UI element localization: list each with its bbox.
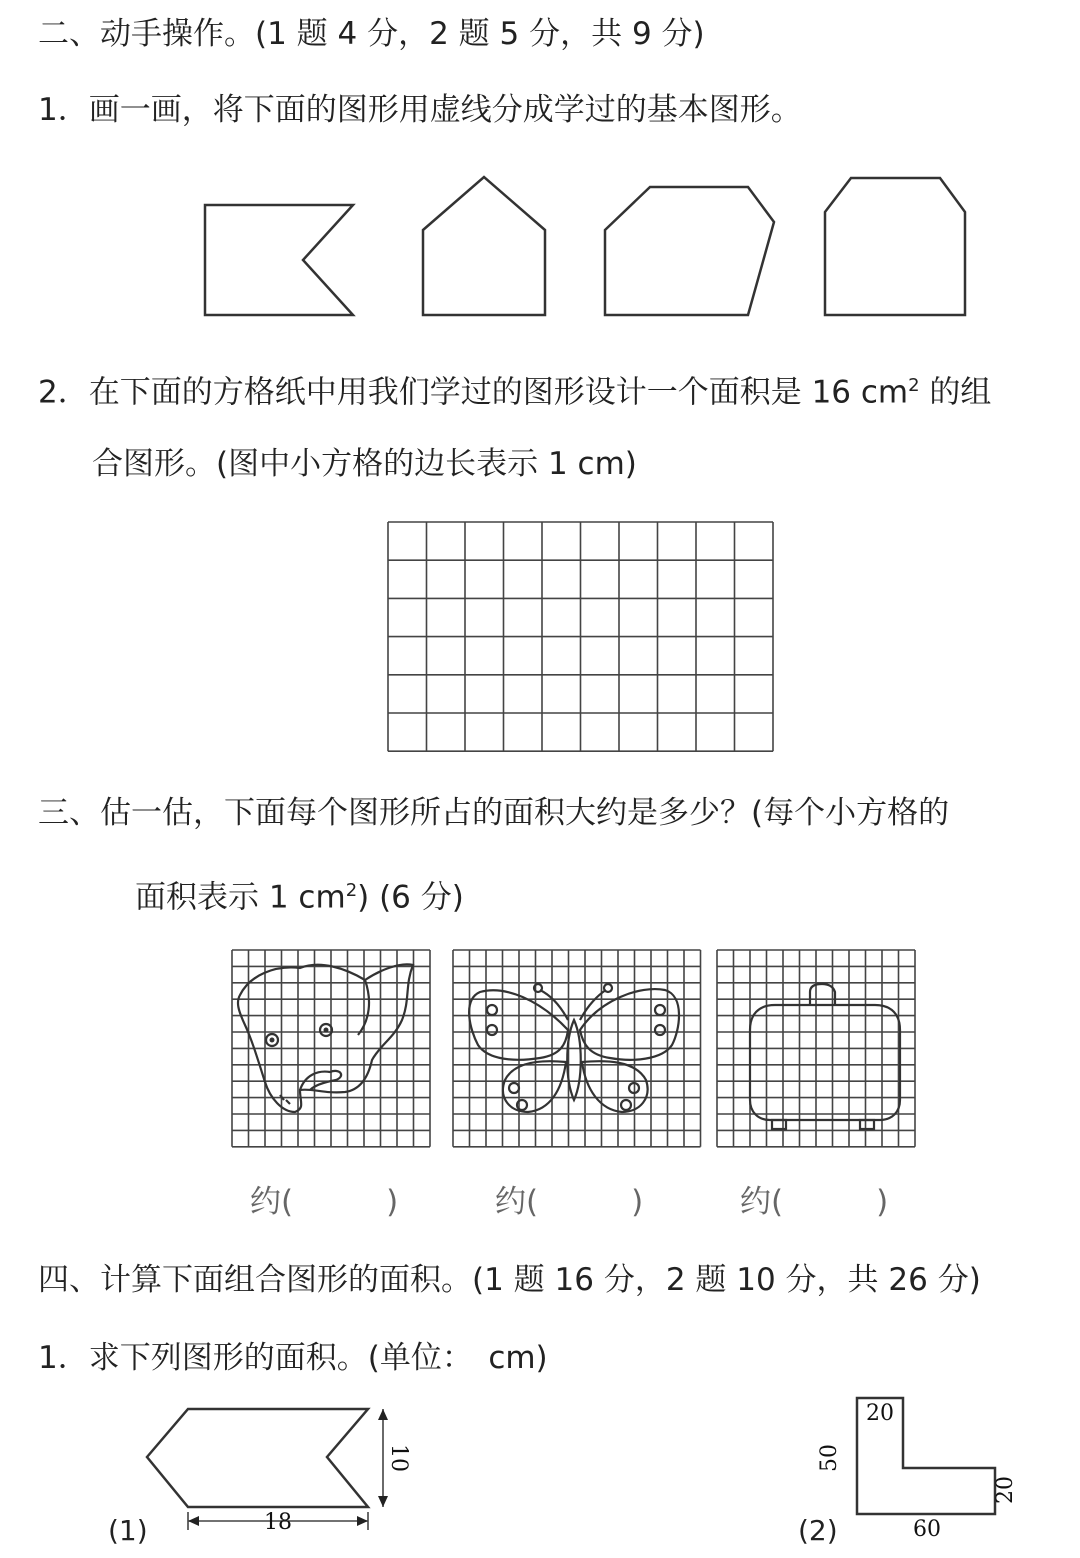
fig1-label: (1) (108, 1514, 148, 1547)
section-3-text-end: ) (6 分) (357, 879, 464, 916)
question-2-2-line2: 合图形。(图中小方格的边长表示 1 cm) (92, 446, 637, 482)
section-3-heading: 三、估一估，下面每个图形所占的面积大约是多少？(每个小方格的 (38, 795, 950, 831)
section-2-heading: 二、动手操作。(1 题 4 分，2 题 5 分，共 9 分) (38, 16, 705, 52)
question-2-1: 1．画一画，将下面的图形用虚线分成学过的基本图形。 (38, 92, 802, 128)
fig2-top-label: 20 (866, 1401, 894, 1426)
question-2-2-text: 2．在下面的方格纸中用我们学过的图形设计一个面积是 16 cm (38, 374, 909, 411)
answer-butterfly[interactable]: 约( ) (495, 1184, 644, 1220)
section-3-text: 面积表示 1 cm (135, 879, 346, 916)
fig1-width-label: 18 (264, 1510, 292, 1535)
superscript: 2 (908, 375, 920, 396)
fig1-height-label: 10 (386, 1444, 411, 1472)
answer-elephant[interactable]: 约( ) (250, 1184, 399, 1220)
fig2-right-label: 20 (993, 1476, 1018, 1504)
answer-suitcase[interactable]: 约( ) (740, 1184, 889, 1220)
fig2-bottom-label: 60 (913, 1517, 941, 1542)
question-2-2-text-end: 的组 (919, 374, 992, 411)
fig2-label: (2) (798, 1514, 838, 1547)
question-4-1: 1．求下列图形的面积。(单位： cm) (38, 1340, 548, 1376)
section-4-heading: 四、计算下面组合图形的面积。(1 题 16 分，2 题 10 分，共 26 分) (38, 1262, 981, 1298)
superscript: 2 (345, 880, 358, 901)
fig2-left-label: 50 (817, 1444, 842, 1472)
